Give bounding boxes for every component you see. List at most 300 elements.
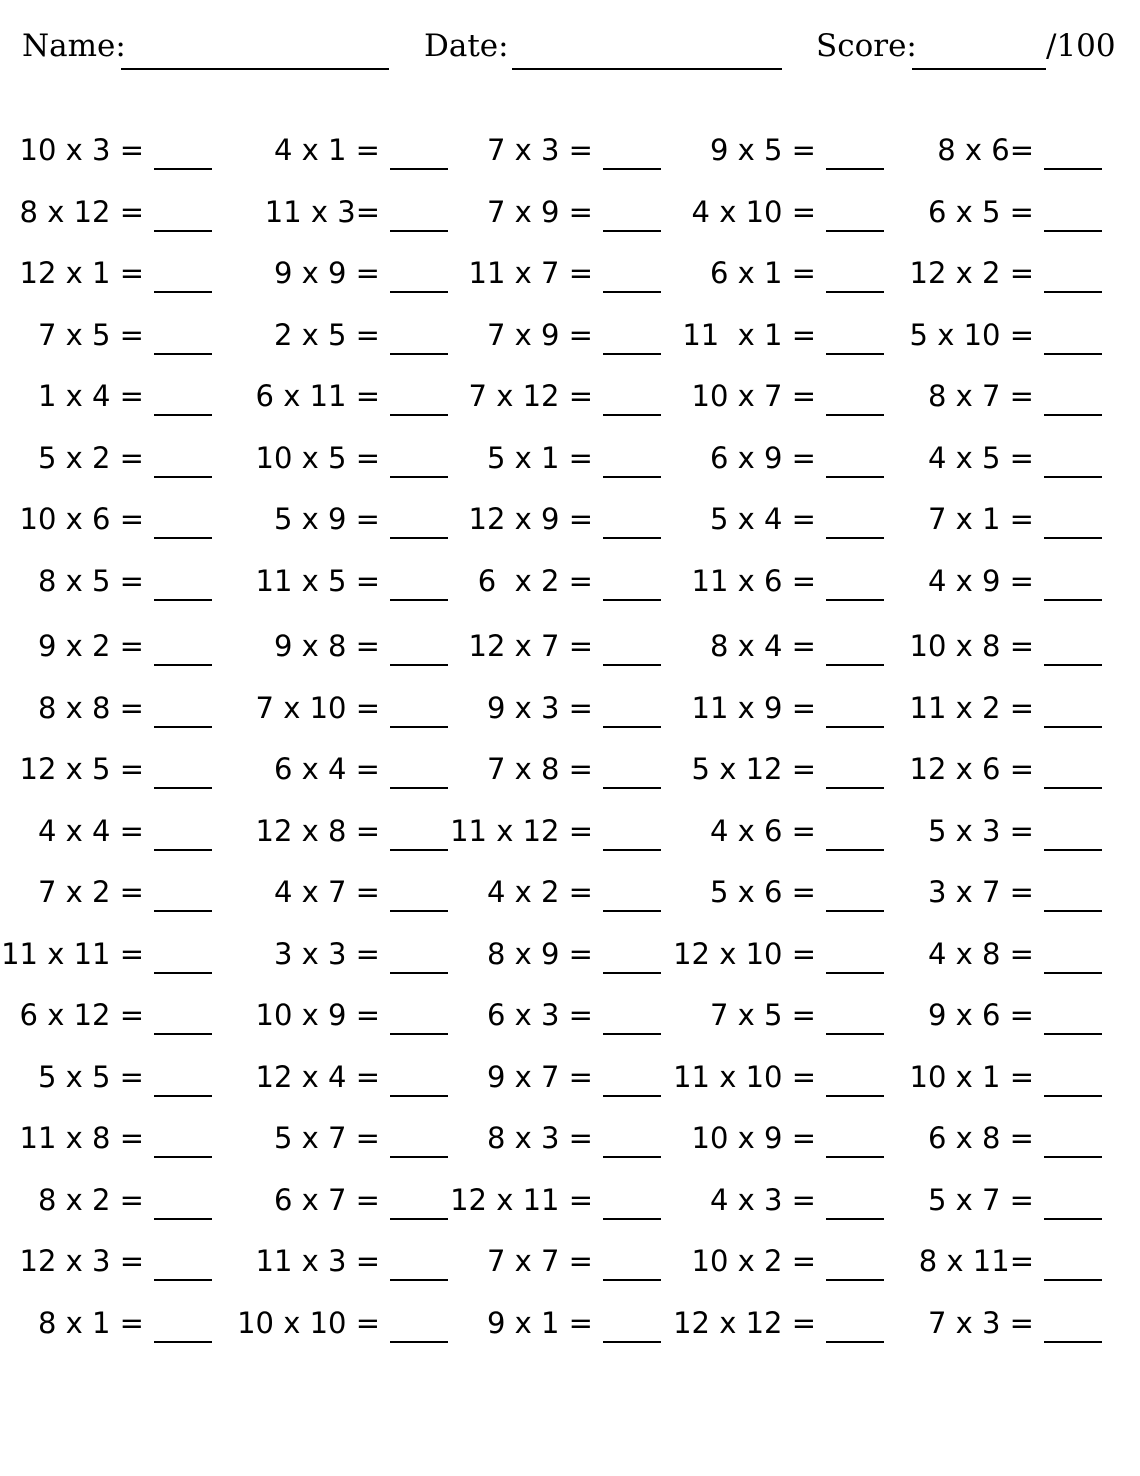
problem-text: 6 x 5 = — [927, 194, 1034, 229]
problem-item — [0, 924, 222, 984]
answer-blank[interactable] — [826, 414, 884, 416]
problem-text: 12 x 12 = — [673, 1305, 816, 1340]
answer-blank[interactable] — [603, 787, 661, 789]
problem-item — [0, 801, 222, 861]
problem-text: 7 x 9 = — [486, 317, 593, 352]
answer-blank[interactable] — [154, 476, 212, 478]
problem-item — [0, 551, 222, 611]
problem-text: 9 x 8 = — [273, 629, 380, 663]
problem-text: 5 x 7 = — [273, 1121, 380, 1155]
answer-blank[interactable] — [154, 849, 212, 851]
problem-text: 4 x 9 = — [927, 563, 1034, 598]
problem-text: 4 x 10 = — [691, 194, 816, 229]
answer-blank[interactable] — [154, 1156, 212, 1158]
problem-item — [672, 985, 894, 1045]
problem-text: 11 x 1 = — [682, 317, 816, 352]
problem-text: 7 x 3 = — [486, 133, 593, 167]
problem-item — [672, 428, 894, 488]
problem-row — [0, 862, 1140, 922]
problem-row — [0, 182, 1140, 242]
answer-blank[interactable] — [390, 476, 448, 478]
problem-row — [0, 243, 1140, 303]
problem-text: 8 x 9 = — [486, 936, 593, 971]
problem-item — [0, 1047, 222, 1107]
problem-text: 8 x 5 = — [37, 563, 144, 598]
answer-blank[interactable] — [1044, 1033, 1102, 1035]
answer-blank[interactable] — [603, 1095, 661, 1097]
problem-item — [890, 739, 1112, 799]
answer-blank[interactable] — [390, 849, 448, 851]
problem-item — [890, 428, 1112, 488]
problem-text: 9 x 5 = — [709, 133, 816, 167]
problem-item — [672, 1108, 894, 1168]
problem-item — [236, 243, 458, 303]
answer-blank[interactable] — [826, 972, 884, 974]
answer-blank[interactable] — [826, 1279, 884, 1281]
problem-item — [449, 985, 671, 1045]
problem-item — [672, 1047, 894, 1107]
problem-item — [672, 801, 894, 861]
problem-text: 9 x 9 = — [273, 256, 380, 290]
problem-text: 5 x 2 = — [37, 440, 144, 475]
problem-text: 10 x 9 = — [255, 998, 380, 1032]
answer-blank[interactable] — [1044, 849, 1102, 851]
answer-blank[interactable] — [390, 230, 448, 232]
answer-blank[interactable] — [603, 849, 661, 851]
problem-text: 3 x 3 = — [273, 936, 380, 971]
answer-blank[interactable] — [1044, 414, 1102, 416]
problem-item — [449, 182, 671, 242]
answer-blank[interactable] — [826, 849, 884, 851]
problem-text: 11 x 7 = — [468, 256, 593, 290]
problem-row — [0, 1170, 1140, 1230]
problem-text: 12 x 6 = — [909, 752, 1034, 786]
answer-blank[interactable] — [1044, 1218, 1102, 1220]
problem-item — [0, 489, 222, 549]
answer-blank[interactable] — [826, 537, 884, 539]
answer-blank[interactable] — [390, 910, 448, 912]
problem-text: 10 x 8 = — [909, 629, 1034, 663]
problem-item — [672, 366, 894, 426]
problem-text: 10 x 6 = — [19, 502, 144, 536]
problem-text: 4 x 1 = — [273, 133, 380, 167]
problem-item — [236, 616, 458, 676]
problem-row — [0, 616, 1140, 676]
answer-blank[interactable] — [1044, 726, 1102, 728]
problem-item — [236, 120, 458, 180]
problem-text: 6 x 8 = — [927, 1121, 1034, 1155]
problem-item — [672, 305, 894, 365]
problem-item — [449, 366, 671, 426]
answer-blank[interactable] — [603, 1218, 661, 1220]
answer-blank[interactable] — [154, 414, 212, 416]
problem-item — [672, 120, 894, 180]
answer-blank[interactable] — [603, 910, 661, 912]
answer-blank[interactable] — [603, 1033, 661, 1035]
problem-text: 6 x 2 = — [477, 563, 593, 598]
problem-item — [449, 489, 671, 549]
answer-blank[interactable] — [1044, 537, 1102, 539]
problem-item — [0, 305, 222, 365]
answer-blank[interactable] — [1044, 1095, 1102, 1097]
answer-blank[interactable] — [603, 972, 661, 974]
answer-blank[interactable] — [390, 972, 448, 974]
problem-text: 10 x 2 = — [691, 1244, 816, 1278]
problem-item — [449, 801, 671, 861]
answer-blank[interactable] — [154, 291, 212, 293]
problem-item — [0, 243, 222, 303]
name-field[interactable] — [121, 68, 389, 70]
answer-blank[interactable] — [154, 1341, 212, 1343]
problem-text: 4 x 7 = — [273, 875, 380, 909]
problem-item — [890, 862, 1112, 922]
problem-text: 8 x 1 = — [37, 1305, 144, 1340]
problem-text: 5 x 7 = — [927, 1182, 1034, 1217]
problem-item — [0, 678, 222, 738]
answer-blank[interactable] — [1044, 476, 1102, 478]
problem-text: 12 x 10 = — [673, 936, 816, 971]
answer-blank[interactable] — [390, 353, 448, 355]
problem-item — [449, 428, 671, 488]
answer-blank[interactable] — [390, 1095, 448, 1097]
problem-item — [890, 616, 1112, 676]
problem-item — [0, 616, 222, 676]
problem-row — [0, 428, 1140, 488]
problem-text: 1 x 4 = — [37, 379, 144, 413]
worksheet-header — [0, 22, 1140, 82]
problem-text: 5 x 4 = — [709, 502, 816, 536]
answer-blank[interactable] — [826, 664, 884, 666]
problem-text: 7 x 9 = — [486, 194, 593, 229]
problem-text: 10 x 5 = — [255, 440, 380, 475]
problem-item — [672, 862, 894, 922]
problem-text: 8 x 7 = — [927, 379, 1034, 413]
problem-item — [449, 739, 671, 799]
problem-row — [0, 1231, 1140, 1291]
answer-blank[interactable] — [826, 353, 884, 355]
problem-item — [0, 1170, 222, 1230]
problem-text: 11 x 3= — [264, 194, 380, 229]
answer-blank[interactable] — [826, 476, 884, 478]
answer-blank[interactable] — [603, 476, 661, 478]
problem-item — [236, 862, 458, 922]
problem-item — [449, 862, 671, 922]
answer-blank[interactable] — [826, 1218, 884, 1220]
answer-blank[interactable] — [154, 230, 212, 232]
problem-item — [236, 924, 458, 984]
answer-blank[interactable] — [390, 1279, 448, 1281]
problem-row — [0, 678, 1140, 738]
problem-text: 4 x 6 = — [709, 813, 816, 848]
problem-item — [672, 739, 894, 799]
answer-blank[interactable] — [154, 1095, 212, 1097]
problem-item — [236, 801, 458, 861]
problem-text: 4 x 5 = — [927, 440, 1034, 475]
problem-text: 12 x 2 = — [909, 256, 1034, 290]
answer-blank[interactable] — [390, 1341, 448, 1343]
problem-text: 7 x 2 = — [37, 875, 144, 909]
answer-blank[interactable] — [826, 599, 884, 601]
problem-text: 3 x 7 = — [927, 875, 1034, 909]
problem-text: 9 x 1 = — [486, 1305, 593, 1340]
problem-text: 11 x 5 = — [255, 563, 380, 598]
answer-blank[interactable] — [603, 599, 661, 601]
answer-blank[interactable] — [826, 291, 884, 293]
problem-row — [0, 1108, 1140, 1168]
problem-item — [449, 1231, 671, 1291]
answer-blank[interactable] — [154, 1218, 212, 1220]
answer-blank[interactable] — [390, 168, 448, 170]
problem-item — [890, 924, 1112, 984]
answer-blank[interactable] — [603, 291, 661, 293]
problem-item — [449, 305, 671, 365]
problem-row — [0, 366, 1140, 426]
problem-text: 10 x 9 = — [691, 1121, 816, 1155]
answer-blank[interactable] — [154, 972, 212, 974]
problem-item — [449, 678, 671, 738]
problem-item — [890, 1047, 1112, 1107]
answer-blank[interactable] — [603, 1341, 661, 1343]
problem-text: 8 x 8 = — [37, 690, 144, 725]
answer-blank[interactable] — [390, 1033, 448, 1035]
problem-item — [890, 551, 1112, 611]
problem-row — [0, 489, 1140, 549]
problem-text: 6 x 3 = — [486, 998, 593, 1032]
answer-blank[interactable] — [1044, 787, 1102, 789]
problem-text: 5 x 1 = — [486, 440, 593, 475]
problem-text: 7 x 5 = — [37, 317, 144, 352]
problem-item — [0, 120, 222, 180]
answer-blank[interactable] — [390, 537, 448, 539]
problem-item — [236, 1231, 458, 1291]
answer-blank[interactable] — [390, 1218, 448, 1220]
problem-item — [890, 1108, 1112, 1168]
answer-blank[interactable] — [603, 726, 661, 728]
problem-item — [236, 366, 458, 426]
answer-blank[interactable] — [154, 1279, 212, 1281]
answer-blank[interactable] — [1044, 972, 1102, 974]
problem-text: 9 x 7 = — [486, 1059, 593, 1094]
answer-blank[interactable] — [154, 910, 212, 912]
problem-text: 12 x 8 = — [255, 813, 380, 848]
score-total: /100 — [1046, 28, 1116, 64]
problem-text: 9 x 2 = — [37, 629, 144, 663]
answer-blank[interactable] — [1044, 1279, 1102, 1281]
answer-blank[interactable] — [1044, 910, 1102, 912]
problem-item — [449, 616, 671, 676]
problem-text: 12 x 3 = — [19, 1244, 144, 1278]
problem-item — [236, 678, 458, 738]
answer-blank[interactable] — [826, 230, 884, 232]
answer-blank[interactable] — [603, 168, 661, 170]
problem-text: 11 x 6 = — [691, 563, 816, 598]
problem-item — [672, 489, 894, 549]
problem-item — [672, 243, 894, 303]
problem-text: 5 x 3 = — [927, 813, 1034, 848]
problem-text: 12 x 7 = — [468, 629, 593, 663]
problem-item — [672, 678, 894, 738]
answer-blank[interactable] — [154, 726, 212, 728]
problem-item — [449, 1170, 671, 1230]
problem-row — [0, 1293, 1140, 1353]
problem-item — [236, 1047, 458, 1107]
problem-item — [236, 428, 458, 488]
answer-blank[interactable] — [1044, 291, 1102, 293]
problem-text: 9 x 6 = — [927, 998, 1034, 1032]
problem-item — [672, 1170, 894, 1230]
problem-row — [0, 985, 1140, 1045]
answer-blank[interactable] — [1044, 168, 1102, 170]
problem-item — [236, 551, 458, 611]
answer-blank[interactable] — [1044, 599, 1102, 601]
problem-text: 7 x 1 = — [927, 502, 1034, 536]
problem-row — [0, 120, 1140, 180]
answer-blank[interactable] — [390, 787, 448, 789]
problem-text: 7 x 7 = — [486, 1244, 593, 1278]
problem-item — [449, 1293, 671, 1353]
problem-text: 9 x 3 = — [486, 690, 593, 725]
answer-blank[interactable] — [603, 353, 661, 355]
answer-blank[interactable] — [603, 1156, 661, 1158]
answer-blank[interactable] — [603, 664, 661, 666]
answer-blank[interactable] — [154, 1033, 212, 1035]
answer-blank[interactable] — [154, 353, 212, 355]
problem-text: 6 x 7 = — [273, 1182, 380, 1217]
problem-item — [890, 1170, 1112, 1230]
answer-blank[interactable] — [390, 726, 448, 728]
date-field[interactable] — [512, 68, 782, 70]
answer-blank[interactable] — [1044, 353, 1102, 355]
problem-item — [890, 243, 1112, 303]
problem-item — [672, 182, 894, 242]
problem-text: 10 x 1 = — [909, 1059, 1034, 1094]
problem-item — [890, 1231, 1112, 1291]
answer-blank[interactable] — [826, 726, 884, 728]
problem-text: 8 x 11= — [918, 1244, 1034, 1278]
score-field[interactable] — [912, 68, 1046, 70]
problem-item — [0, 985, 222, 1045]
problem-item — [890, 182, 1112, 242]
problem-item — [0, 428, 222, 488]
answer-blank[interactable] — [603, 414, 661, 416]
problem-text: 10 x 7 = — [691, 379, 816, 413]
answer-blank[interactable] — [826, 1341, 884, 1343]
problem-text: 11 x 11 = — [1, 936, 144, 971]
answer-blank[interactable] — [390, 414, 448, 416]
answer-blank[interactable] — [154, 537, 212, 539]
answer-blank[interactable] — [154, 664, 212, 666]
problem-row — [0, 551, 1140, 611]
problem-item — [449, 120, 671, 180]
problem-text: 12 x 5 = — [19, 752, 144, 786]
answer-blank[interactable] — [603, 537, 661, 539]
problem-text: 5 x 9 = — [273, 502, 380, 536]
answer-blank[interactable] — [390, 599, 448, 601]
answer-blank[interactable] — [826, 787, 884, 789]
problem-text: 7 x 3 = — [927, 1305, 1034, 1340]
problem-text: 11 x 2 = — [909, 690, 1034, 725]
problem-text: 8 x 4 = — [709, 629, 816, 663]
answer-blank[interactable] — [1044, 1156, 1102, 1158]
answer-blank[interactable] — [826, 1095, 884, 1097]
answer-blank[interactable] — [826, 1156, 884, 1158]
answer-blank[interactable] — [603, 1279, 661, 1281]
problem-text: 11 x 3 = — [255, 1244, 380, 1278]
answer-blank[interactable] — [826, 168, 884, 170]
answer-blank[interactable] — [1044, 1341, 1102, 1343]
problem-item — [449, 1108, 671, 1168]
problem-item — [890, 801, 1112, 861]
problem-item — [890, 985, 1112, 1045]
problem-item — [890, 305, 1112, 365]
problem-text: 11 x 9 = — [691, 690, 816, 725]
answer-blank[interactable] — [390, 291, 448, 293]
answer-blank[interactable] — [154, 168, 212, 170]
answer-blank[interactable] — [390, 664, 448, 666]
problem-text: 6 x 4 = — [273, 752, 380, 786]
problem-item — [672, 616, 894, 676]
answer-blank[interactable] — [826, 1033, 884, 1035]
problem-item — [449, 924, 671, 984]
problem-item — [890, 366, 1112, 426]
problem-text: 7 x 5 = — [709, 998, 816, 1032]
problem-text: 4 x 2 = — [486, 875, 593, 909]
problem-item — [236, 1293, 458, 1353]
answer-blank[interactable] — [1044, 664, 1102, 666]
problem-text: 5 x 5 = — [37, 1059, 144, 1094]
problem-item — [449, 1047, 671, 1107]
problem-text: 6 x 9 = — [709, 440, 816, 475]
score-label: Score: — [816, 28, 917, 64]
problem-text: 8 x 2 = — [37, 1182, 144, 1217]
problem-item — [0, 366, 222, 426]
problem-row — [0, 801, 1140, 861]
problem-item — [236, 489, 458, 549]
date-label: Date: — [424, 28, 509, 64]
problem-row — [0, 924, 1140, 984]
problem-text: 10 x 10 = — [237, 1305, 380, 1340]
problem-text: 6 x 11 = — [255, 379, 380, 413]
problem-text: 7 x 12 = — [468, 379, 593, 413]
answer-blank[interactable] — [390, 1156, 448, 1158]
answer-blank[interactable] — [1044, 230, 1102, 232]
problem-item — [890, 489, 1112, 549]
answer-blank[interactable] — [154, 787, 212, 789]
problem-row — [0, 305, 1140, 365]
problem-item — [0, 1293, 222, 1353]
problem-row — [0, 739, 1140, 799]
problem-item — [0, 1108, 222, 1168]
problem-item — [236, 1170, 458, 1230]
answer-blank[interactable] — [154, 599, 212, 601]
answer-blank[interactable] — [826, 910, 884, 912]
problem-text: 8 x 6= — [937, 133, 1034, 167]
problem-text: 12 x 9 = — [468, 502, 593, 536]
problem-item — [236, 1108, 458, 1168]
problem-item — [0, 862, 222, 922]
problem-item — [890, 1293, 1112, 1353]
problem-text: 4 x 4 = — [37, 813, 144, 848]
problem-item — [449, 551, 671, 611]
problem-item — [0, 182, 222, 242]
problem-item — [672, 1231, 894, 1291]
problem-text: 5 x 10 = — [909, 317, 1034, 352]
problem-item — [449, 243, 671, 303]
problem-item — [236, 985, 458, 1045]
problem-text: 10 x 3 = — [19, 133, 144, 167]
answer-blank[interactable] — [603, 230, 661, 232]
problem-text: 5 x 12 = — [691, 752, 816, 786]
